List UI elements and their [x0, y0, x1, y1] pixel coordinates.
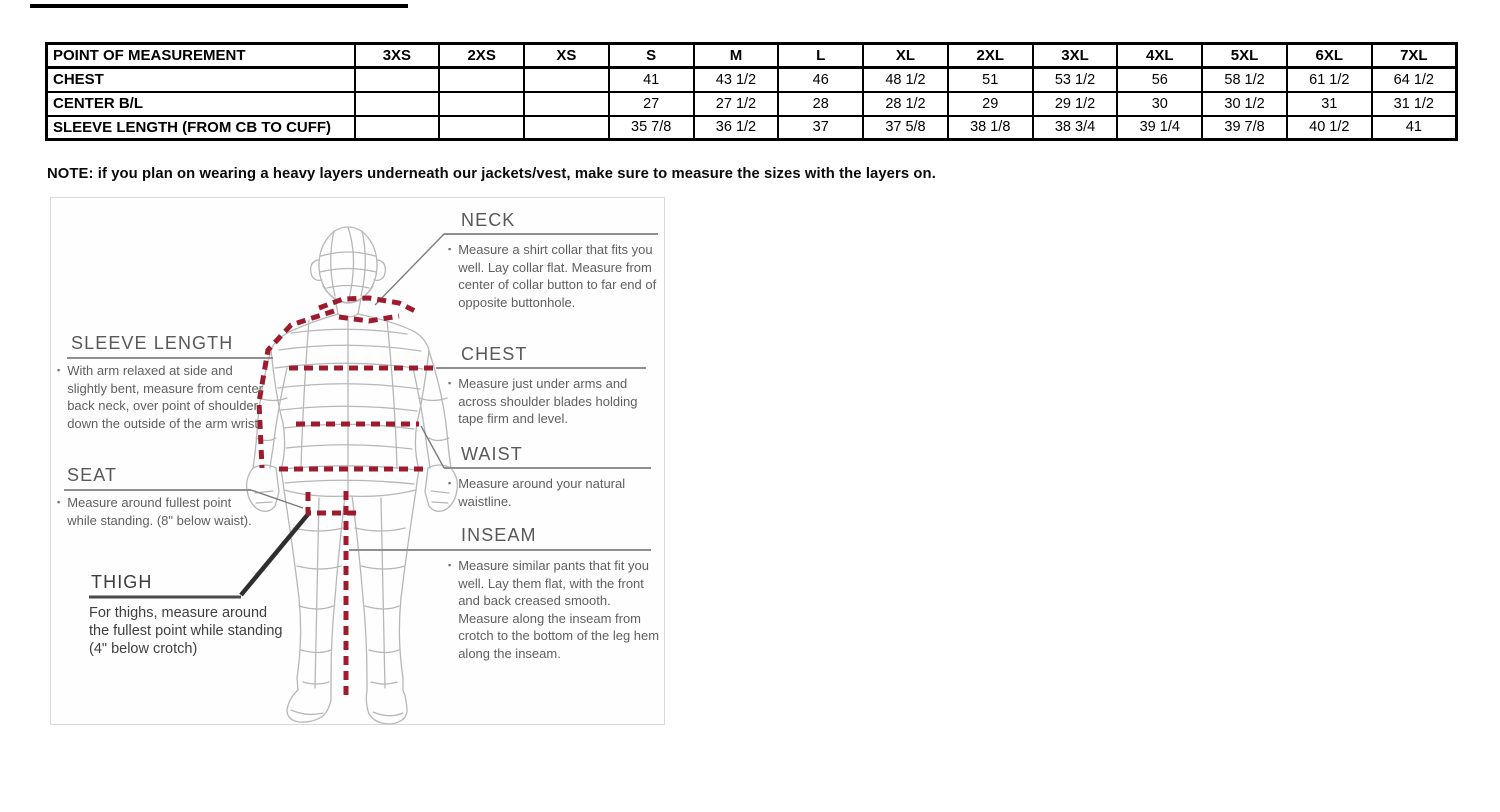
col-header-size: XL	[863, 44, 948, 68]
square-bullet-icon: ▪	[448, 478, 452, 488]
sleeve-length-heading: SLEEVE LENGTH	[71, 333, 234, 353]
size-value-cell	[355, 68, 440, 92]
size-value-cell: 53 1/2	[1033, 68, 1118, 92]
size-table-wrap	[45, 42, 1458, 141]
size-value-cell	[439, 92, 524, 116]
thigh-description: For thighs, measure around the fullest point while standing (4" below crotch)	[89, 605, 283, 658]
waist-heading: WAIST	[461, 444, 523, 464]
col-header-size: 3XL	[1033, 44, 1118, 68]
size-value-cell: 64 1/2	[1372, 68, 1457, 92]
col-header-size: 6XL	[1287, 44, 1372, 68]
waist-description: ▪ Measure around your natural waistline.	[448, 476, 626, 509]
chest-description: ▪ Measure just under arms and across shoulder blades holding tape firm and level.	[448, 376, 638, 427]
size-value-cell: 31	[1287, 92, 1372, 116]
size-value-cell: 56	[1117, 68, 1202, 92]
size-value-cell: 61 1/2	[1287, 68, 1372, 92]
size-value-cell: 51	[948, 68, 1033, 92]
size-value-cell: 38 1/8	[948, 116, 1033, 140]
size-value-cell: 43 1/2	[694, 68, 779, 92]
note-text: NOTE: if you plan on wearing a heavy layers underneath our jackets/vest, make sure to measure the sizes with the layers on.	[47, 166, 936, 182]
size-value-cell: 29	[948, 92, 1033, 116]
size-value-cell: 29 1/2	[1033, 92, 1118, 116]
row-label: CHEST	[47, 68, 355, 92]
col-header-size: 4XL	[1117, 44, 1202, 68]
size-value-cell: 41	[1372, 116, 1457, 140]
square-bullet-icon: ▪	[448, 560, 452, 570]
col-header-size: S	[609, 44, 694, 68]
col-header-size: XS	[524, 44, 609, 68]
size-value-cell: 30 1/2	[1202, 92, 1287, 116]
size-table-row	[47, 92, 1457, 116]
size-value-cell: 28 1/2	[863, 92, 948, 116]
size-value-cell: 46	[778, 68, 863, 92]
size-value-cell	[355, 116, 440, 140]
measurement-diagram	[50, 197, 665, 725]
size-value-cell: 58 1/2	[1202, 68, 1287, 92]
size-value-cell: 31 1/2	[1372, 92, 1457, 116]
size-value-cell: 39 7/8	[1202, 116, 1287, 140]
square-bullet-icon: ▪	[57, 365, 61, 375]
size-value-cell: 30	[1117, 92, 1202, 116]
col-header-size: 2XS	[439, 44, 524, 68]
size-value-cell: 48 1/2	[863, 68, 948, 92]
col-header-size: L	[778, 44, 863, 68]
size-value-cell: 36 1/2	[694, 116, 779, 140]
col-header-point-of-measurement: POINT OF MEASUREMENT	[47, 44, 355, 68]
neck-measure-line	[319, 298, 417, 312]
square-bullet-icon: ▪	[448, 378, 452, 388]
size-value-cell: 38 3/4	[1033, 116, 1118, 140]
size-value-cell: 27 1/2	[694, 92, 779, 116]
inseam-heading: INSEAM	[461, 525, 537, 545]
size-value-cell	[524, 116, 609, 140]
size-value-cell: 37 5/8	[863, 116, 948, 140]
size-value-cell	[439, 68, 524, 92]
chest-heading: CHEST	[461, 344, 528, 364]
size-value-cell	[439, 116, 524, 140]
size-table-row	[47, 68, 1457, 92]
neck-heading: NECK	[461, 210, 516, 230]
neck-description: ▪ Measure a shirt collar that fits you well. Lay collar flat. Measure from center of collar button to far end of opposite buttonhole.	[448, 242, 657, 310]
size-value-cell: 35 7/8	[609, 116, 694, 140]
size-value-cell: 37	[778, 116, 863, 140]
thigh-heading: THIGH	[91, 572, 153, 592]
sleeve-length-description: ▪ With arm relaxed at side and slightly bent, measure from center back neck, over point of shoulder, down the outside of the arm wrist.	[57, 363, 264, 431]
square-bullet-icon: ▪	[448, 244, 452, 254]
size-value-cell: 39 1/4	[1117, 116, 1202, 140]
size-table	[45, 42, 1458, 141]
col-header-size: 7XL	[1372, 44, 1457, 68]
col-header-size: 5XL	[1202, 44, 1287, 68]
size-value-cell	[524, 92, 609, 116]
inseam-description: ▪ Measure similar pants that fit you well. Lay them flat, with the front and back creased smooth. Measure along the inseam from crotch to the bottom of the leg hem along the inseam.	[448, 558, 660, 661]
seat-description: ▪ Measure around fullest point while standing. (8" below waist).	[57, 495, 252, 528]
size-table-row	[47, 116, 1457, 140]
col-header-size: 2XL	[948, 44, 1033, 68]
row-label: SLEEVE LENGTH (FROM CB TO CUFF)	[47, 116, 355, 140]
size-value-cell: 41	[609, 68, 694, 92]
size-value-cell: 27	[609, 92, 694, 116]
seat-heading: SEAT	[67, 465, 118, 485]
col-header-size: 3XS	[355, 44, 440, 68]
size-value-cell: 40 1/2	[1287, 116, 1372, 140]
col-header-size: M	[694, 44, 779, 68]
square-bullet-icon: ▪	[57, 497, 61, 507]
top-divider-rule	[30, 4, 408, 8]
row-label: CENTER B/L	[47, 92, 355, 116]
size-value-cell	[355, 92, 440, 116]
size-value-cell: 28	[778, 92, 863, 116]
size-value-cell	[524, 68, 609, 92]
